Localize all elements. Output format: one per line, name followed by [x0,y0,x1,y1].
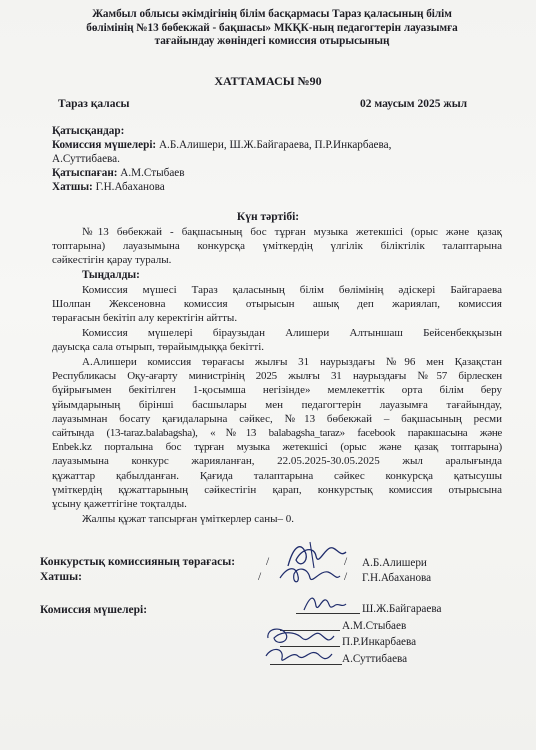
participants-heading: Қатысқандар: [52,125,125,137]
paragraph-line: лауазымнан босату қағидаларына сәйкес, №13 бөбекжай – бақшасының ресми [52,412,502,425]
agenda-line: топтарына) лауазымына конкурсқа үміткердің үлгілік біліктілік талаптарына [52,240,502,253]
paragraph-line: Enbek.kz порталына бос тұрған музыка жетекшісі (орыс және қазақ топтарына) [52,441,502,454]
agenda-line: сәйкестігін қарау туралы. [52,254,172,267]
member-name: А.М.Стыбаев [342,620,407,632]
paragraph-line: ұсыну қажеттігіне тоқталды. [52,498,187,511]
paragraph-line: дауысқа сала отырып, төрайымдыққа бекітті. [52,341,265,354]
member-signature [262,644,334,668]
participants-members [52,138,391,152]
heard-heading: Тыңдалды: [82,269,140,281]
header-line: Жамбыл облысы әкімдігінің білім басқармасы Тараз қаласының білім [92,8,452,20]
secretary-name: Г.Н.Абаханова [362,572,432,584]
members-value-continued: А.Суттибаева. [52,153,120,165]
paragraph-line: Шолпан Жексеновна комиссия отырысын ашық деп жариялап, комиссия [52,298,502,311]
absent-value: А.М.Стыбаев [117,167,185,179]
members-label: Комиссия мүшелері: [52,139,157,151]
slash-separator: / [258,571,262,583]
chair-label: Конкурстық комиссияның төрағасы: [40,556,236,568]
absent-label: Қатыспаған: [52,167,118,179]
paragraph-line: төрағасын бекітіп алу керектігін айтты. [52,312,238,325]
secretary-value: Г.Н.Абаханова [92,181,165,193]
header-line: бөлімінің №13 бөбекжай - бақшасы» МКҚК-ның педагогтерін лауазымға [86,21,458,34]
document-title: ХАТТАМАСЫ №90 [214,74,322,88]
slash-separator: / [344,571,348,583]
city: Тараз қаласы [58,98,130,110]
paragraph-line: Республикасы Оқу-ағарту министрінің 2025 жылғы 31 наурыздағы №57 бірлескен [52,370,502,383]
paragraph-line: ұйымдарының бірінші басшылары мен педагогтерін лауазымға тағайындау, [52,398,502,411]
member-name: А.Суттибаева [342,653,408,665]
paragraph-line: Комиссия мүшелері біраузыдан Алишери Алтыншаш Бейсенбекқызын [82,327,502,339]
participants-secretary [52,180,165,194]
chair-name: А.Б.Алишери [362,557,427,569]
paragraph-line: А.Алишери комиссия төрағасы жылғы 31 наурыздағы №96 мен Қазақстан [82,356,502,368]
paragraph-line: құжаттар қабылданған. Қағида талаптарына сәйкес конкурсқа қатысушы [52,469,502,482]
paragraph-line: Комиссия мүшесі Тараз қаласының білім бөлімінің әдіскері Байгараева [82,284,502,296]
paragraph-line: сайтында (13-taraz.balabagsha), «№13 balabagsha_taraz» facebook паракшасына және [52,427,502,440]
secretary-sign-label: Хатшы: [40,571,82,583]
member-name: Ш.Ж.Байгараева [362,603,442,615]
member-signature [300,592,350,616]
paragraph-1 [52,283,502,326]
paragraph-2 [52,326,502,354]
slash-separator: / [344,556,348,568]
members-value: А.Б.Алишери, Ш.Ж.Байгараева, П.Р.Инкарбаева, [156,139,392,151]
secretary-label: Хатшы: [52,181,93,193]
participants-absent [52,166,185,180]
document-header [52,8,492,49]
agenda-line: №13 бөбекжай - бақшасының бос тұрған музыка жетекшісі (орыс және қазақ [82,226,502,238]
agenda-text [52,225,502,268]
slash-separator: / [266,556,270,568]
member-name: П.Р.Инкарбаева [342,636,417,648]
paragraph-line: бұйрығымен бекітілген 1-қосымша негізінде» мемлекеттік орта білім беру [52,384,502,397]
secretary-signature [276,562,342,588]
paragraph-line: лауазымына конкурс жарияланған, 22.05.2025-30.05.2025 жыл аралығында [52,455,502,468]
paragraph-line: үміткердің құжаттарының сәйкестігін қарап, конкурстық комиссия отырысына [52,483,502,496]
applicants-count: Жалпы құжат тапсырған үміткерлер саны– 0. [82,513,294,525]
date: 02 маусым 2025 жыл [360,98,468,110]
members-sign-label: Комиссия мүшелері: [40,604,148,616]
paragraph-3 [52,355,502,511]
header-line: тағайындау жөніндегі комиссия отырысының [154,35,390,47]
agenda-heading: Күн тәртібі: [236,211,300,223]
